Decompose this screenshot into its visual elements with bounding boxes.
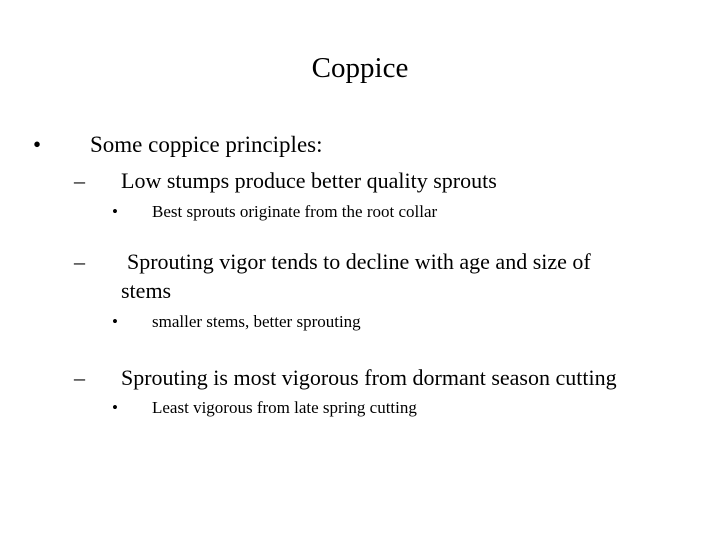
- point-2-dash: –: [74, 249, 85, 274]
- point-2-text-line1: Sprouting vigor tends to decline with age and size of: [127, 249, 591, 274]
- point-1-dash: –: [74, 168, 85, 193]
- point-1-sub-text: Best sprouts originate from the root collar: [152, 202, 438, 221]
- slide-title-text: Coppice: [311, 52, 409, 84]
- point-3-sub-text: Least vigorous from late spring cutting: [152, 398, 417, 417]
- level1-text: Some coppice principles:: [90, 132, 323, 157]
- slide-title: [0, 50, 720, 86]
- point-3-text: Sprouting is most vigorous from dormant season cutting: [121, 365, 617, 390]
- point-2-sub-bullet: •: [112, 312, 118, 331]
- point-2-text-line2: stems: [121, 278, 172, 303]
- point-3-sub-bullet: •: [112, 398, 118, 417]
- point-1-text: Low stumps produce better quality sprouts: [121, 168, 497, 193]
- point-2-sub-text: smaller stems, better sprouting: [152, 312, 361, 331]
- level1-bullet: •: [33, 132, 42, 157]
- point-1-sub-bullet: •: [112, 202, 118, 221]
- point-3-dash: –: [74, 365, 85, 390]
